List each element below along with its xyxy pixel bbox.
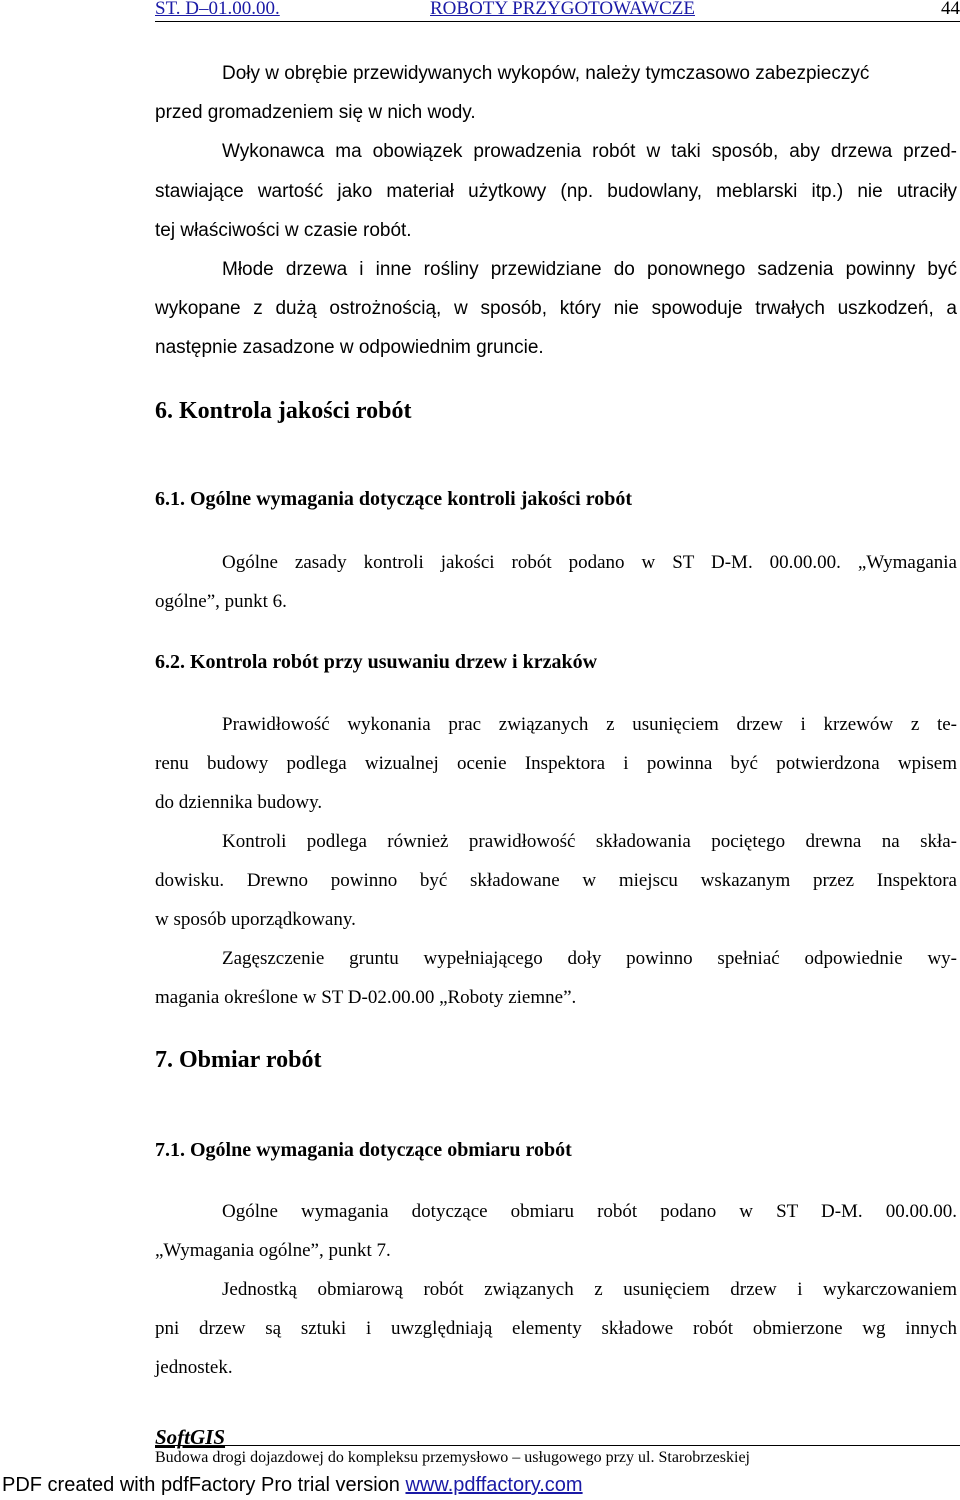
page-number: 44 <box>941 0 960 19</box>
text-line: Wykonawca ma obowiązek prowadzenia robót w taki sposób, aby drzewa przed- <box>222 141 957 162</box>
text-line: Doły w obrębie przewidywanych wykopów, należy tymczasowo zabezpieczyć <box>222 63 870 84</box>
text-line: tej właściwości w czasie robót. <box>155 220 412 241</box>
text-line: renu budowy podlega wizualnej ocenie Inspektora i powinna być potwierdzona wpisem <box>155 753 957 774</box>
text-line: Prawidłowość wykonania prac związanych z usunięciem drzew i krzewów z te- <box>222 714 957 735</box>
section-heading-7: 7. Obmiar robót <box>155 1047 322 1073</box>
text-line: pni drzew są sztuki i uwzględniają elementy składowe robót obmierzone wg innych <box>155 1318 957 1339</box>
subsection-heading-6-2: 6.2. Kontrola robót przy usuwaniu drzew i krzaków <box>155 651 598 673</box>
text-line: Ogólne zasady kontroli jakości robót podano w ST D-M. 00.00.00. „Wymagania <box>222 552 957 573</box>
text-line: wykopane z dużą ostrożnością, w sposób, który nie spowoduje trwałych uszkodzeń, a <box>155 298 957 319</box>
spec-code: ST. D–01.00.00. <box>155 0 280 19</box>
subsection-heading-6-1: 6.1. Ogólne wymagania dotyczące kontroli jakości robót <box>155 488 633 510</box>
text-line: w sposób uporządkowany. <box>155 909 356 930</box>
page-header <box>155 0 960 22</box>
text-line: Zagęszczenie gruntu wypełniającego doły powinno spełniać odpowiednie wy- <box>222 948 957 969</box>
subsection-heading-7-1: 7.1. Ogólne wymagania dotyczące obmiaru robót <box>155 1139 572 1161</box>
text-line: Kontroli podlega również prawidłowość składowania pociętego drewna na skła- <box>222 831 957 852</box>
text-line: Jednostką obmiarową robót związanych z usunięciem drzew i wykarczowaniem <box>222 1279 957 1300</box>
pdf-banner-text: PDF created with pdfFactory Pro trial version <box>2 1474 406 1496</box>
text-line: jednostek. <box>155 1357 233 1378</box>
text-line: magania określone w ST D-02.00.00 „Roboty ziemne”. <box>155 987 577 1008</box>
text-line: do dziennika budowy. <box>155 792 323 813</box>
text-line: Młode drzewa i inne rośliny przewidziane do ponownego sadzenia powinny być <box>222 259 957 280</box>
text-line: stawiające wartość jako materiał użytkowy (np. budowlany, meblarski itp.) nie utraciły <box>155 181 957 202</box>
text-line: ogólne”, punkt 6. <box>155 591 287 612</box>
chapter-title: ROBOTY PRZYGOTOWAWCZE <box>430 0 695 19</box>
pdf-banner <box>2 1474 583 1497</box>
pdffactory-link[interactable]: www.pdffactory.com <box>405 1474 583 1496</box>
text-line: następnie zasadzone w odpowiednim gruncie. <box>155 337 544 358</box>
footer-text: Budowa drogi dojazdowej do kompleksu przemysłowo – usługowego przy ul. Starobrzeskiej <box>155 1449 750 1466</box>
section-heading-6: 6. Kontrola jakości robót <box>155 398 412 424</box>
text-line: „Wymagania ogólne”, punkt 7. <box>155 1240 391 1261</box>
text-line: dowisku. Drewno powinno być składowane w miejscu wskazanym przez Inspektora <box>155 870 957 891</box>
text-line: przed gromadzeniem się w nich wody. <box>155 102 476 123</box>
softgis-logo: SoftGIS <box>155 1425 226 1449</box>
text-line: Ogólne wymagania dotyczące obmiaru robót podano w ST D-M. 00.00.00. <box>222 1201 957 1222</box>
footer-divider <box>155 1445 960 1446</box>
